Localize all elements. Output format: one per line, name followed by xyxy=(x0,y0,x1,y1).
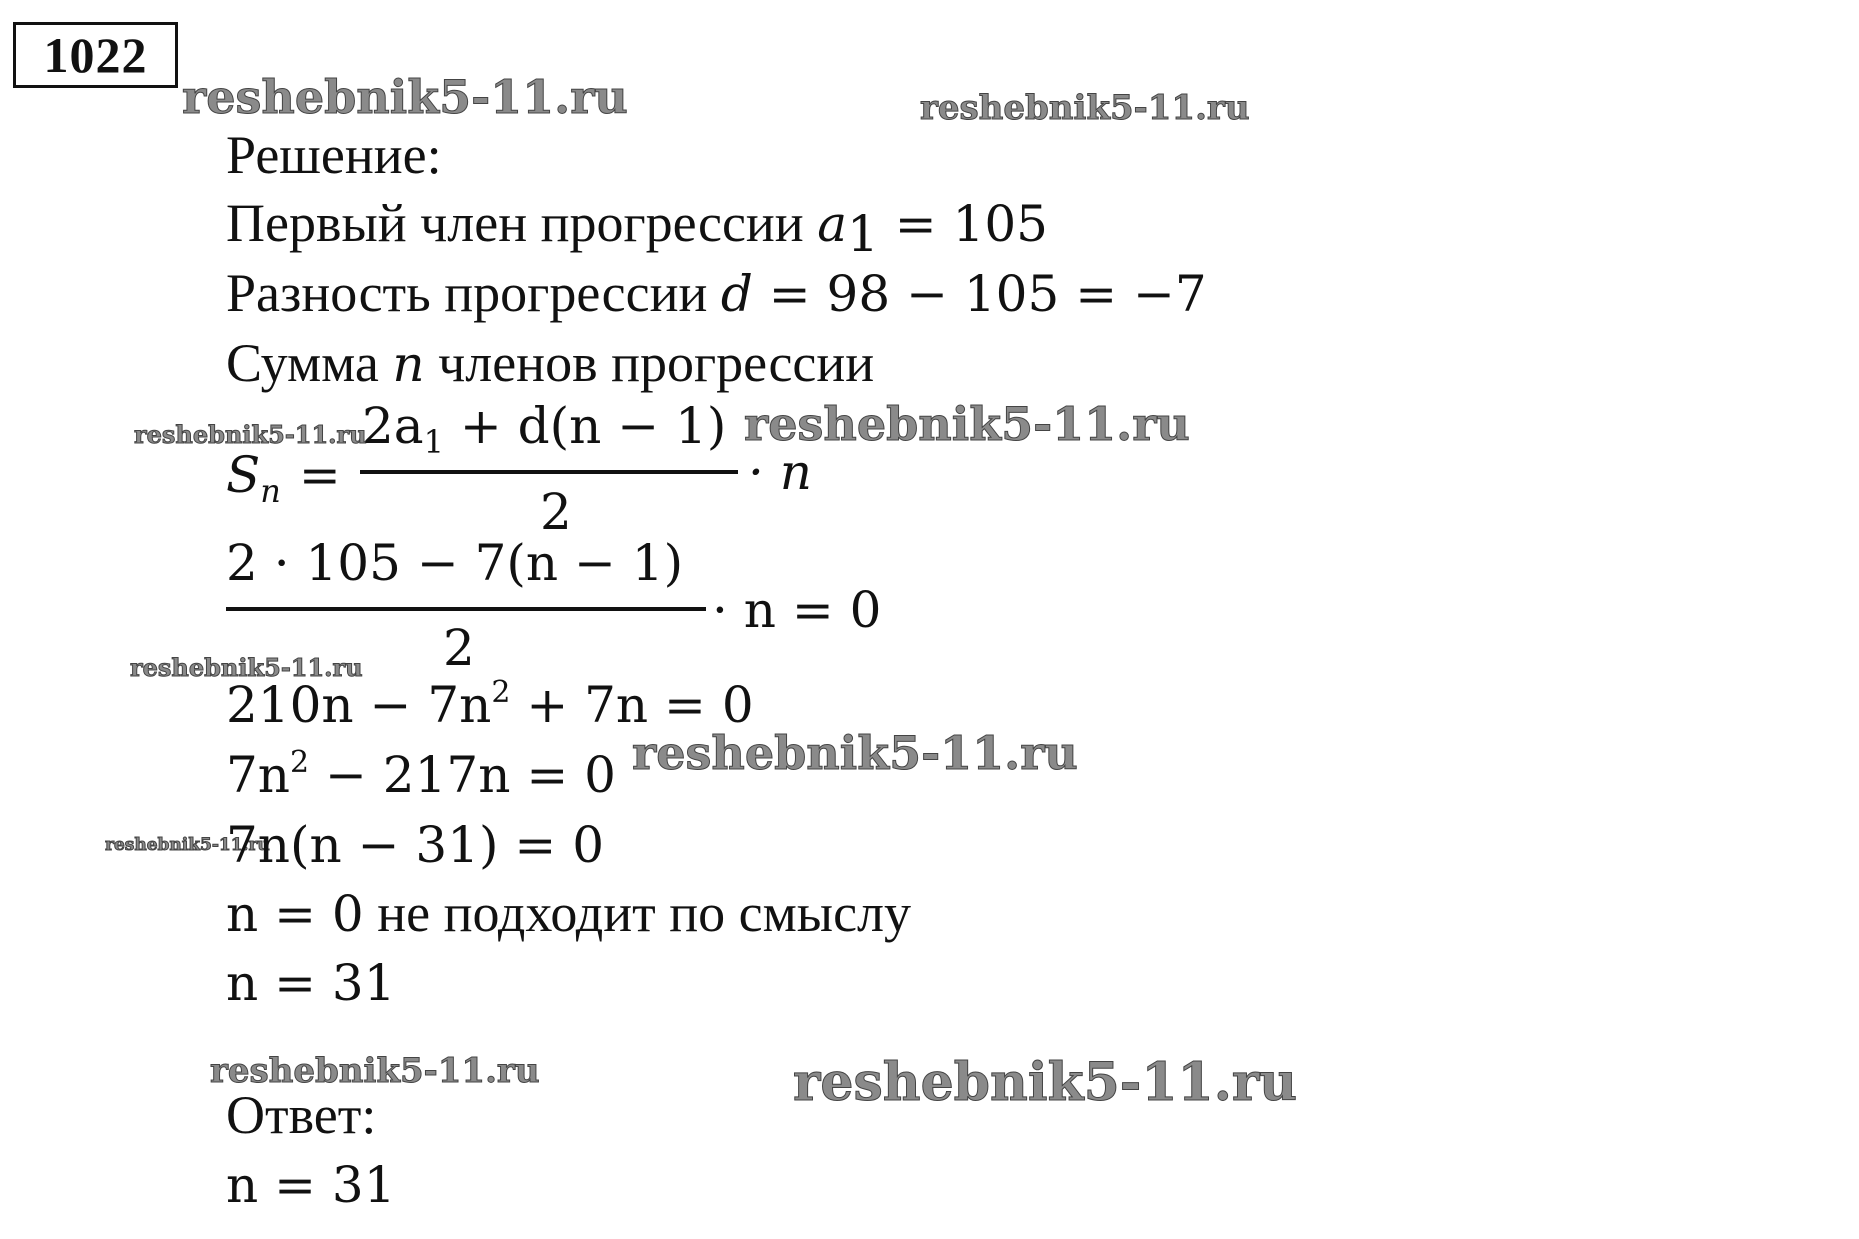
equation-rest: · n = 0 xyxy=(712,581,882,639)
formula-lhs-sub: n xyxy=(260,472,281,510)
answer-value: n = 31 xyxy=(226,1156,396,1214)
solution-label: Решение: xyxy=(226,125,442,185)
sum-line xyxy=(226,333,874,394)
sum-text-a: Сумма xyxy=(226,333,393,393)
step-tail: + 7n = 0 xyxy=(510,676,754,734)
answer-label: Ответ: xyxy=(226,1085,377,1145)
step-expand xyxy=(226,675,754,735)
step-factor xyxy=(226,815,604,875)
equation-fraction-bar xyxy=(226,607,706,611)
difference-expr: = 98 − 105 = −7 xyxy=(752,265,1207,323)
n-zero-math: n = 0 xyxy=(226,885,364,943)
n-result: n = 31 xyxy=(226,954,396,1012)
watermark: reshebnik5-11.ru xyxy=(105,835,270,855)
step-base: 210n − 7n xyxy=(226,676,492,734)
problem-number: 1022 xyxy=(13,22,178,88)
first-term-value: = 105 xyxy=(878,195,1048,253)
formula-equals: = xyxy=(298,446,341,504)
equation-denominator: 2 xyxy=(443,619,475,677)
first-term-var: a xyxy=(817,195,848,253)
watermark: reshebnik5-11.ru xyxy=(632,726,1078,780)
formula-fraction-bar xyxy=(360,470,738,474)
first-term-text: Первый член прогрессии xyxy=(226,193,818,253)
watermark: reshebnik5-11.ru xyxy=(744,397,1190,451)
step-sup: 2 xyxy=(290,745,310,780)
sum-var: n xyxy=(392,335,425,393)
formula-num-a-sub: 1 xyxy=(423,423,444,461)
watermark: reshebnik5-11.ru xyxy=(130,653,363,682)
step-tail: − 217n = 0 xyxy=(309,746,616,804)
first-term-sub: 1 xyxy=(847,205,879,263)
step-base: 7n(n − 31) = 0 xyxy=(226,816,605,874)
first-term-line xyxy=(226,193,1048,264)
watermark: reshebnik5-11.ru xyxy=(793,1052,1298,1113)
formula-num-rest: + d(n − 1) xyxy=(443,397,727,455)
n-zero-line xyxy=(226,883,911,944)
equation-numerator: 2 · 105 − 7(n − 1) xyxy=(226,534,684,592)
difference-var: d xyxy=(720,265,753,323)
difference-line xyxy=(226,263,1207,324)
watermark: reshebnik5-11.ru xyxy=(182,70,628,124)
step-base: 7n xyxy=(226,746,291,804)
watermark: reshebnik5-11.ru xyxy=(920,88,1250,128)
sum-text-b: членов прогрессии xyxy=(424,333,875,393)
formula-num-a: 2a xyxy=(362,397,424,455)
watermark: reshebnik5-11.ru xyxy=(134,420,367,449)
watermark: reshebnik5-11.ru xyxy=(210,1051,540,1091)
formula-lhs-var: S xyxy=(226,446,261,504)
step-collect xyxy=(226,745,616,805)
step-sup: 2 xyxy=(491,675,511,710)
difference-text: Разность прогрессии xyxy=(226,263,721,323)
formula-denominator: 2 xyxy=(540,483,572,541)
formula-numerator xyxy=(362,396,727,461)
n-zero-text: не подходит по смыслу xyxy=(363,883,911,943)
formula-lhs xyxy=(226,445,341,510)
formula-times-n: · n xyxy=(748,443,812,501)
